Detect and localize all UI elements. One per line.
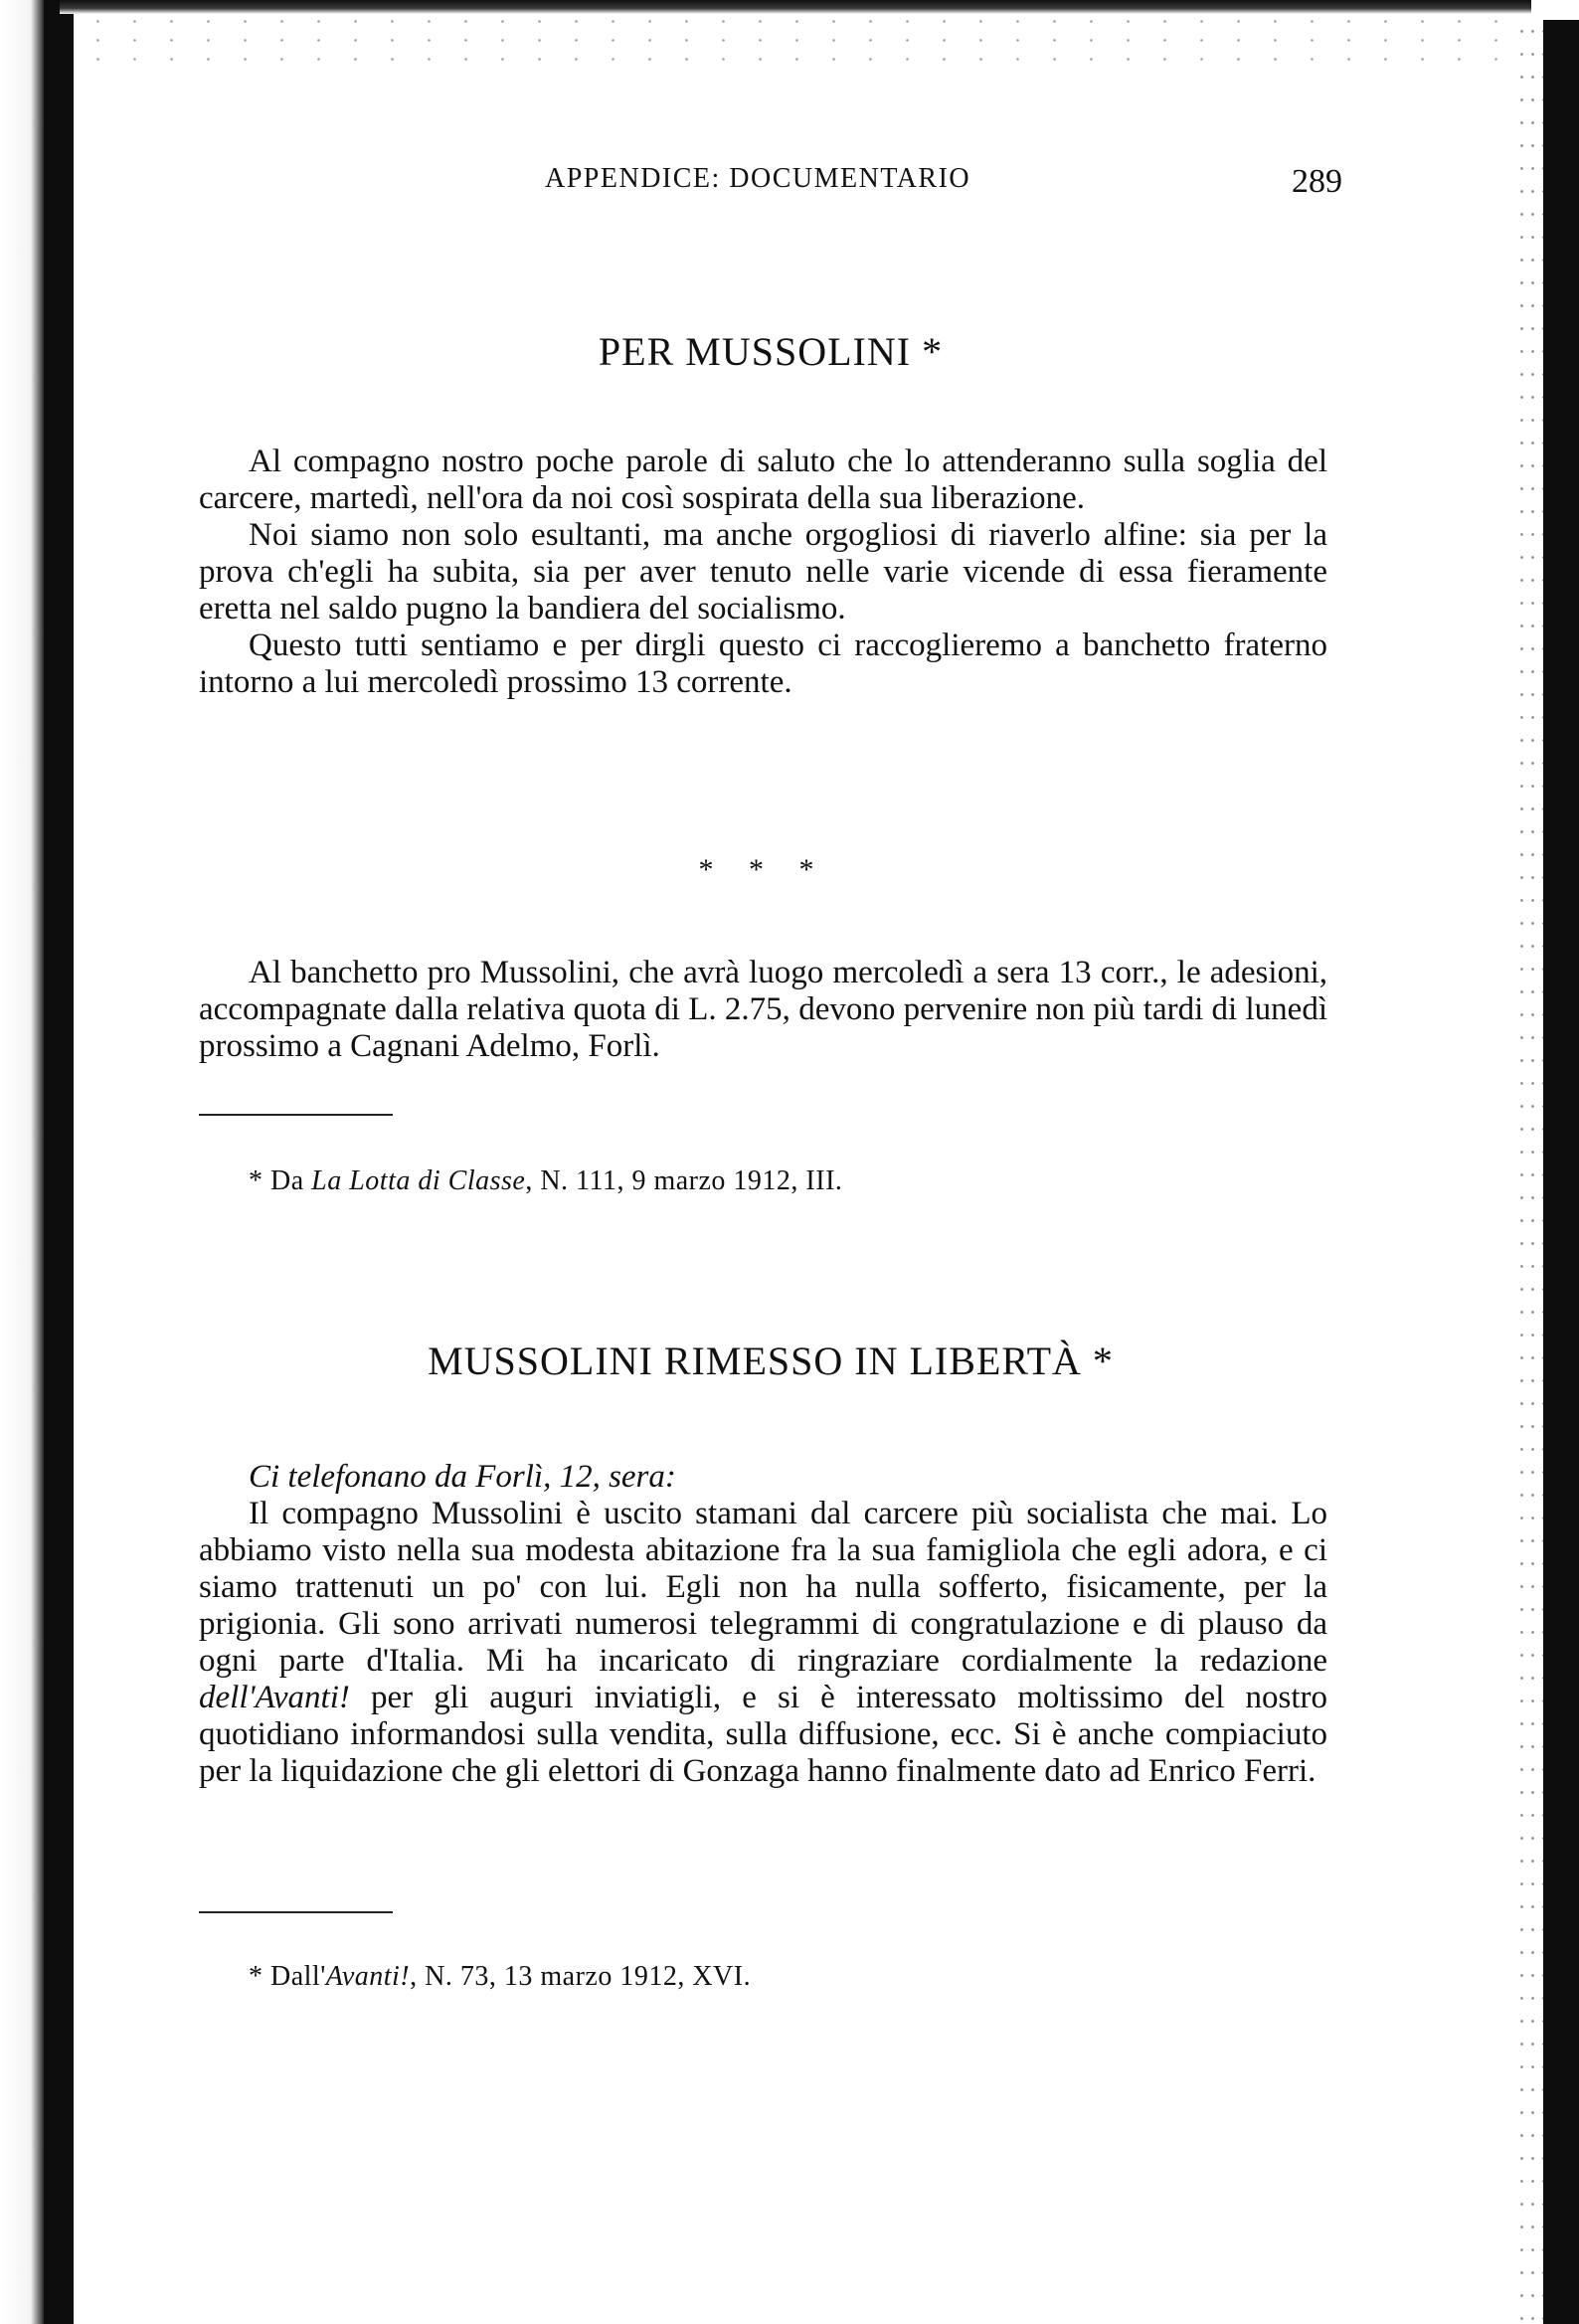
article-2-dateline: Ci telefonano da Forlì, 12, sera: bbox=[249, 1459, 676, 1495]
scan-noise-top bbox=[80, 12, 1511, 62]
article-2-paragraph-end: per gli auguri inviatigli, e si è interessato moltissimo del nostro quotidiano informandosi sulla vendita, sulla diffusione, ecc. Si è anche compiaciuto per la liquidazione che gli elettori di Gonzaga hanno finalmente dato ad Enrico Ferri. bbox=[199, 1680, 1327, 1789]
footnote-1-source: La Lotta di Classe bbox=[311, 1165, 526, 1196]
article-2-body bbox=[199, 1459, 1327, 1790]
footnote-2-source: Avanti! bbox=[325, 1961, 411, 1992]
scan-edge-left bbox=[44, 0, 74, 2324]
article-title-per-mussolini: PER MUSSOLINI * bbox=[598, 329, 944, 374]
article-2-paragraph-source: dell'Avanti! bbox=[199, 1680, 350, 1715]
footnote-2-prefix: * Dall' bbox=[249, 1961, 326, 1992]
article-2-paragraph bbox=[199, 1496, 1327, 1790]
article-1-paragraph: Noi siamo non solo esultanti, ma anche orgogliosi di riaverlo alfine: sia per la prova ch'egli ha subita, sia per aver tenuto nelle varie vicende di essa fieramente eretta nel saldo pugno la bandiera del socialismo. bbox=[199, 517, 1327, 626]
article-1-paragraph: Al compagno nostro poche parole di saluto che lo attenderanno sulla soglia del carcere, martedì, nell'ora da noi così sospirata della sua liberazione. bbox=[199, 444, 1327, 516]
footnote-divider bbox=[199, 1114, 393, 1116]
footnote-2-suffix: , N. 73, 13 marzo 1912, XVI. bbox=[410, 1961, 752, 1992]
banquet-notice-paragraph: Al banchetto pro Mussolini, che avrà luogo mercoledì a sera 13 corr., le adesioni, accompagnate dalla relativa quota di L. 2.75, devono pervenire non più tardi di lunedì prossimo a Cagnani Adelmo, Forlì. bbox=[199, 955, 1327, 1064]
footnote-1 bbox=[249, 1165, 1342, 1197]
section-separator: * * * bbox=[698, 853, 828, 886]
scan-noise-right bbox=[1516, 20, 1543, 2324]
article-1-body bbox=[199, 444, 1327, 701]
article-2-paragraph-text: Il compagno Mussolini è uscito stamani dal carcere più socialista che mai. Lo abbiamo visto nella sua modesta abitazione fra la sua famigliola che egli adora, e ci siamo trattenuti un po' con lui. Egli non ha nulla sofferto, fisicamente, per la prigionia. Gli sono arrivati numerosi telegrammi di congratulazione e di plauso da ogni parte d'Italia. Mi ha incaricato di ringraziare cordialmente la redazione bbox=[199, 1496, 1327, 1679]
banquet-notice bbox=[199, 955, 1327, 1065]
scan-edge-right bbox=[1543, 20, 1579, 2324]
running-head-title: APPENDICE: DOCUMENTARIO bbox=[545, 163, 971, 194]
footnote-1-suffix: , N. 111, 9 marzo 1912, III. bbox=[525, 1165, 843, 1196]
footnote-divider bbox=[199, 1911, 393, 1913]
footnote-1-prefix: * Da bbox=[249, 1165, 304, 1196]
page-number: 289 bbox=[1292, 163, 1342, 200]
running-head bbox=[199, 163, 1342, 203]
scan-edge-left-fade bbox=[0, 0, 44, 2324]
article-title-mussolini-rimesso: MUSSOLINI RIMESSO IN LIBERTÀ * bbox=[428, 1339, 1114, 1383]
article-1-paragraph: Questo tutti sentiamo e per dirgli questo ci raccoglieremo a banchetto fraterno intorno a lui mercoledì prossimo 13 corrente. bbox=[199, 627, 1327, 700]
footnote-2 bbox=[249, 1961, 1342, 1993]
